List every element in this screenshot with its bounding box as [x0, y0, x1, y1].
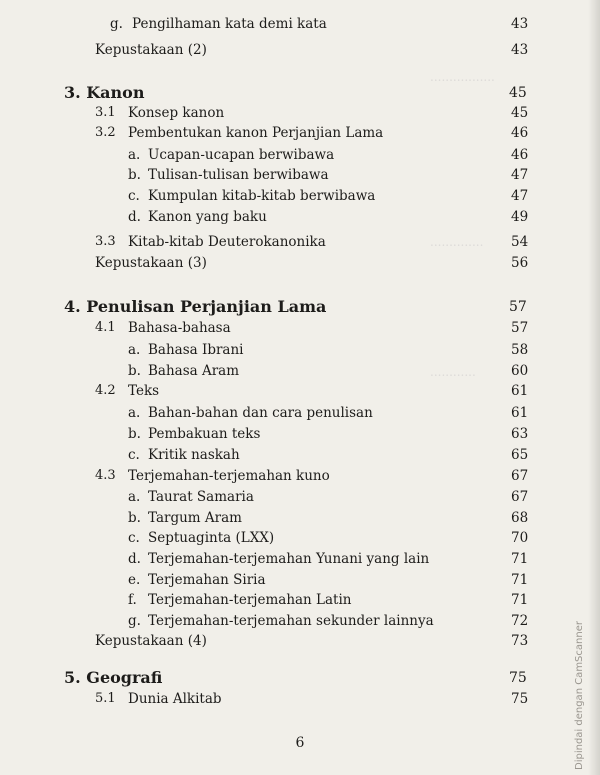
toc-entry: [0, 123, 600, 143]
toc-entry: [0, 186, 600, 206]
entry-title: Terjemahan Siria: [148, 572, 266, 588]
toc-entry: [0, 528, 600, 548]
entry-title: 5. Geografi: [64, 668, 163, 687]
toc-entry: [0, 549, 600, 569]
toc-entry: [0, 103, 600, 123]
section-number: 4.3: [95, 468, 116, 483]
entry-title: Kitab-kitab Deuterokanonika: [128, 234, 326, 250]
section-number: 3.3: [95, 234, 116, 249]
item-letter: c.: [128, 447, 140, 463]
entry-page-number: 67: [511, 489, 529, 505]
entry-title: Teks: [128, 383, 160, 399]
entry-page-number: 65: [511, 447, 529, 463]
item-letter: b.: [128, 363, 141, 379]
entry-page-number: 75: [509, 670, 527, 686]
entry-title: 3. Kanon: [64, 83, 145, 102]
entry-page-number: 70: [511, 530, 529, 546]
item-letter: b.: [128, 167, 141, 183]
item-letter: a.: [128, 489, 141, 505]
entry-page-number: 45: [509, 85, 527, 101]
entry-page-number: 63: [511, 426, 529, 442]
entry-page-number: 67: [511, 468, 529, 484]
entry-title: Terjemahan-terjemahan kuno: [128, 468, 330, 484]
item-letter: c.: [128, 188, 140, 204]
entry-page-number: 72: [511, 613, 529, 629]
entry-page-number: 61: [511, 383, 529, 399]
entry-page-number: 58: [511, 342, 529, 358]
section-number: 3.2: [95, 125, 116, 140]
item-letter: a.: [128, 342, 141, 358]
entry-title: Bahasa-bahasa: [128, 320, 231, 336]
entry-title: Tulisan-tulisan berwibawa: [148, 167, 329, 183]
entry-page-number: 60: [511, 363, 529, 379]
entry-page-number: 68: [511, 510, 529, 526]
entry-page-number: 61: [511, 405, 529, 421]
toc-entry: [0, 381, 600, 401]
entry-title: Bahan-bahan dan cara penulisan: [148, 405, 373, 421]
item-letter: a.: [128, 405, 141, 421]
item-letter: e.: [128, 572, 141, 588]
entry-title: Terjemahan-terjemahan sekunder lainnya: [148, 613, 434, 629]
entry-page-number: 43: [511, 16, 529, 32]
entry-page-number: 49: [511, 209, 529, 225]
toc-chapter-heading: [0, 83, 600, 103]
entry-title: Pengilhaman kata demi kata: [132, 16, 327, 32]
toc-entry: [0, 424, 600, 444]
item-letter: d.: [128, 209, 141, 225]
section-number: 3.1: [95, 105, 116, 120]
entry-page-number: 71: [511, 572, 529, 588]
item-letter: b.: [128, 510, 141, 526]
toc-entry: [0, 145, 600, 165]
toc-entry: [0, 445, 600, 465]
entry-page-number: 75: [511, 691, 529, 707]
toc-entry: [0, 318, 600, 338]
entry-page-number: 46: [511, 125, 529, 141]
toc-entry: [0, 403, 600, 423]
toc-chapter-heading: [0, 668, 600, 688]
page-number: 6: [295, 735, 305, 751]
item-letter: f.: [128, 592, 137, 608]
entry-title: Dunia Alkitab: [128, 691, 222, 707]
toc-entry: [0, 590, 600, 610]
entry-title: Pembakuan teks: [148, 426, 261, 442]
entry-page-number: 47: [511, 167, 529, 183]
entry-page-number: 56: [511, 255, 529, 271]
toc-entry: [0, 14, 600, 34]
scanner-watermark: Dipindai dengan CamScanner: [574, 621, 585, 770]
toc-entry: [0, 611, 600, 631]
entry-page-number: 46: [511, 147, 529, 163]
entry-page-number: 71: [511, 551, 529, 567]
entry-title: Kanon yang baku: [148, 209, 267, 225]
item-letter: b.: [128, 426, 141, 442]
item-letter: g.: [110, 16, 123, 32]
toc-entry: [0, 232, 600, 252]
section-number: 4.2: [95, 383, 116, 398]
toc-entry: [0, 361, 600, 381]
entry-page-number: 57: [509, 299, 527, 315]
toc-entry: [0, 689, 600, 709]
entry-title: Kepustakaan (2): [95, 42, 207, 58]
toc-entry: [0, 466, 600, 486]
entry-title: Terjemahan-terjemahan Latin: [148, 592, 352, 608]
entry-page-number: 45: [511, 105, 529, 121]
toc-entry: [0, 508, 600, 528]
entry-title: Kepustakaan (3): [95, 255, 207, 271]
entry-title: Pembentukan kanon Perjanjian Lama: [128, 125, 384, 141]
entry-title: Bahasa Ibrani: [148, 342, 244, 358]
toc-entry: [0, 40, 600, 60]
entry-title: Konsep kanon: [128, 105, 225, 121]
entry-title: Kumpulan kitab-kitab berwibawa: [148, 188, 376, 204]
entry-title: Taurat Samaria: [148, 489, 254, 505]
entry-page-number: 71: [511, 592, 529, 608]
entry-page-number: 43: [511, 42, 529, 58]
entry-page-number: 57: [511, 320, 529, 336]
entry-title: Kritik naskah: [148, 447, 240, 463]
entry-title: Ucapan-ucapan berwibawa: [148, 147, 335, 163]
entry-title: 4. Penulisan Perjanjian Lama: [64, 297, 327, 316]
toc-entry: [0, 340, 600, 360]
toc-entry: [0, 487, 600, 507]
entry-page-number: 47: [511, 188, 529, 204]
item-letter: c.: [128, 530, 140, 546]
entry-title: Bahasa Aram: [148, 363, 240, 379]
document-page: ................. .............. ............ g. Pengilhaman kata demi kata 43 Kepustakaan (2) 43 3. Kanon 45 3.1 Konsep kanon 45 3.2 Pembentukan kanon Perjanjian Lama 46 a. Ucapan-ucapan berwibawa 46 b. Tulisan-tulisan berwibawa 47 c. Kumpulan kitab-kitab berwibawa 47 d. Kanon yang baku 49 3.3 Kitab-kitab Deuterokanonika 54 Kepustakaan (3) 56 4. Penulisan Perjanjian Lama 57 4.1 Bahasa-bahasa 57 a. Bahasa Ibrani 58 b. Bahasa Aram 60 4.2 Teks 61 a. Bahan-bahan dan cara penulisan 61 b. Pembakuan teks 63 c. Kritik naskah 65 4.3 Terjemahan-terjemahan kuno 67 a. Taurat Samaria 67 b. Targum Aram 68 c. Septuaginta (LXX) 70 d. Terjemahan-terjemahan Yunani yang lain 71 e. Terjemahan Siria 71 f. Terjemahan-terjemahan Latin 71 g. Terjemahan-terjemahan sekunder lainnya 72 Kepustakaan (4) 73 5. Geografi 75 5.1 Dunia Alkitab 75 6 Dipindai dengan CamScanner: [0, 0, 600, 775]
toc-entry: [0, 207, 600, 227]
entry-title: Targum Aram: [148, 510, 242, 526]
toc-entry: [0, 631, 600, 651]
entry-page-number: 73: [511, 633, 529, 649]
item-letter: g.: [128, 613, 141, 629]
entry-title: Kepustakaan (4): [95, 633, 207, 649]
entry-title: Septuaginta (LXX): [148, 530, 275, 546]
toc-entry: [0, 570, 600, 590]
item-letter: d.: [128, 551, 141, 567]
section-number: 5.1: [95, 691, 116, 706]
section-number: 4.1: [95, 320, 116, 335]
toc-entry: [0, 165, 600, 185]
toc-entry: [0, 253, 600, 273]
toc-chapter-heading: [0, 297, 600, 317]
entry-title: Terjemahan-terjemahan Yunani yang lain: [148, 551, 430, 567]
item-letter: a.: [128, 147, 141, 163]
entry-page-number: 54: [511, 234, 529, 250]
